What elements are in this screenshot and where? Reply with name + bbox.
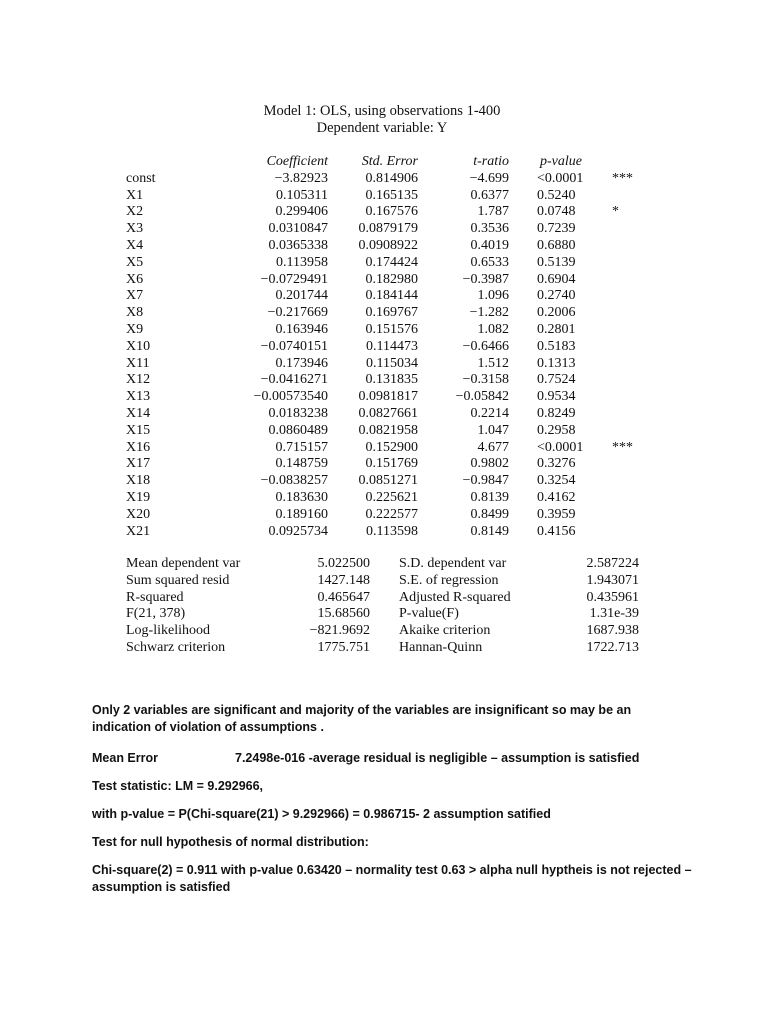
t-ratio-value: −1.282 bbox=[469, 305, 509, 321]
summary-value: 1.31e-39 bbox=[589, 606, 639, 622]
summary-label: S.D. dependent var bbox=[399, 556, 507, 571]
coefficient-value: −0.0416271 bbox=[260, 372, 328, 388]
p-value-value: 0.5240 bbox=[537, 187, 576, 203]
coefficient-value: 0.715157 bbox=[275, 439, 328, 455]
summary-label: Hannan-Quinn bbox=[399, 639, 483, 655]
p-value-value: 0.6880 bbox=[537, 237, 576, 253]
model-header bbox=[0, 103, 768, 137]
coefficient-value: 0.163946 bbox=[275, 321, 328, 337]
std-error-value: 0.814906 bbox=[365, 170, 418, 186]
t-ratio-value: −0.3987 bbox=[462, 271, 509, 287]
t-ratio-value: 1.096 bbox=[477, 288, 509, 304]
p-value-value: 0.4162 bbox=[537, 489, 576, 505]
variable-name: X1 bbox=[126, 187, 144, 203]
p-value-value: 0.3959 bbox=[537, 506, 576, 522]
normality-test-result: Chi-square(2) = 0.911 with p-value 0.63420 – normality test 0.63 > alpha null hyptheis is not rejected – assumption is satisfied bbox=[92, 863, 692, 894]
summary-value: 1722.713 bbox=[586, 639, 639, 655]
std-error-value: 0.0851271 bbox=[358, 473, 418, 489]
variable-name: X5 bbox=[126, 254, 144, 270]
analysis-notes bbox=[92, 702, 692, 896]
p-value-value: 0.4156 bbox=[537, 523, 576, 539]
std-error-value: 0.167576 bbox=[365, 204, 418, 220]
std-error-value: 0.0827661 bbox=[358, 405, 418, 421]
normality-test-title: Test for null hypothesis of normal distribution: bbox=[92, 835, 369, 849]
test-statistic-line: Test statistic: LM = 9.292966, bbox=[92, 779, 264, 793]
summary-value: 0.435961 bbox=[586, 589, 639, 605]
summary-label: Adjusted R-squared bbox=[399, 589, 511, 605]
significance-note: Only 2 variables are significant and majority of the variables are insignificant so may be an indication of violation of assumptions . bbox=[92, 703, 632, 734]
p-value-value: 0.5139 bbox=[537, 254, 576, 270]
std-error-value: 0.115034 bbox=[366, 355, 418, 371]
coefficient-value: 0.148759 bbox=[275, 456, 328, 472]
variable-name: X13 bbox=[126, 389, 151, 405]
t-ratio-value: 0.8149 bbox=[470, 523, 509, 539]
coefficient-value: −0.0838257 bbox=[260, 473, 328, 489]
coefficient-value: 0.0860489 bbox=[268, 422, 328, 438]
summary-value: 1.943071 bbox=[586, 572, 639, 588]
variable-name: const bbox=[126, 170, 156, 186]
std-error-value: 0.113598 bbox=[366, 523, 418, 539]
variable-name: X14 bbox=[126, 405, 151, 421]
t-ratio-value: 0.8499 bbox=[470, 506, 509, 522]
summary-label: S.E. of regression bbox=[399, 572, 499, 588]
t-ratio-value: 0.6377 bbox=[470, 187, 509, 203]
p-value-value: 0.3254 bbox=[537, 473, 576, 489]
std-error-value: 0.0981817 bbox=[358, 389, 418, 405]
summary-label: P-value(F) bbox=[399, 606, 459, 622]
t-ratio-value: −0.3158 bbox=[462, 372, 509, 388]
std-error-value: 0.182980 bbox=[365, 271, 418, 287]
p-value-line: with p-value = P(Chi-square(21) > 9.292966) = 0.986715- 2 assumption satified bbox=[92, 807, 551, 821]
summary-label: Mean dependent var bbox=[126, 556, 241, 571]
variable-name: X19 bbox=[126, 489, 151, 505]
variable-name: X2 bbox=[126, 204, 144, 220]
summary-label: Sum squared resid bbox=[126, 572, 230, 588]
t-ratio-value: 0.4019 bbox=[470, 237, 509, 253]
summary-label: Log-likelihood bbox=[126, 623, 210, 639]
model-title: Model 1: OLS, using observations 1-400 bbox=[263, 103, 501, 119]
t-ratio-value: 4.677 bbox=[477, 439, 509, 455]
p-value-value: 0.2801 bbox=[537, 321, 576, 337]
coefficient-value: 0.183630 bbox=[275, 489, 328, 505]
t-ratio-value: −0.9847 bbox=[462, 473, 509, 489]
variable-name: X3 bbox=[126, 221, 144, 237]
summary-label: R-squared bbox=[126, 589, 184, 605]
t-ratio-value: 0.3536 bbox=[470, 221, 509, 237]
coefficient-value: −0.00573540 bbox=[253, 389, 328, 405]
std-error-value: 0.0908922 bbox=[358, 237, 418, 253]
variable-name: X9 bbox=[126, 321, 144, 337]
p-value-value: <0.0001 bbox=[537, 439, 584, 455]
coefficient-value: −3.82923 bbox=[274, 170, 328, 186]
t-ratio-value: 1.047 bbox=[477, 422, 509, 438]
mean-error-label: Mean Error bbox=[92, 751, 158, 765]
summary-label: F(21, 378) bbox=[126, 606, 186, 622]
summary-value: 1775.751 bbox=[317, 639, 370, 655]
variable-name: X7 bbox=[126, 288, 144, 304]
t-ratio-value: 0.2214 bbox=[470, 405, 509, 421]
p-value-value: 0.6904 bbox=[537, 271, 576, 287]
summary-label: Schwarz criterion bbox=[126, 639, 226, 655]
variable-name: X12 bbox=[126, 372, 151, 388]
coefficient-value: 0.0925734 bbox=[268, 523, 328, 539]
p-value-value: 0.2006 bbox=[537, 305, 576, 321]
variable-name: X20 bbox=[126, 506, 151, 522]
dependent-variable: Dependent variable: Y bbox=[316, 120, 448, 136]
summary-value: 1687.938 bbox=[586, 623, 639, 639]
p-value-value: 0.3276 bbox=[537, 456, 576, 472]
p-value-value: 0.8249 bbox=[537, 405, 576, 421]
column-header-p-value: p-value bbox=[540, 154, 582, 169]
std-error-value: 0.222577 bbox=[365, 506, 418, 522]
p-value-value: 0.1313 bbox=[537, 355, 576, 371]
mean-error-line bbox=[92, 750, 692, 767]
t-ratio-value: −4.699 bbox=[469, 170, 509, 186]
std-error-value: 0.131835 bbox=[365, 372, 418, 388]
std-error-value: 0.174424 bbox=[365, 254, 418, 270]
coefficient-value: 0.0310847 bbox=[268, 221, 328, 237]
significance-stars: *** bbox=[612, 170, 633, 186]
summary-label: Akaike criterion bbox=[399, 623, 491, 639]
variable-name: X16 bbox=[126, 439, 151, 455]
p-value-value: 0.2958 bbox=[537, 422, 576, 438]
p-value-value: 0.9534 bbox=[537, 389, 576, 405]
std-error-value: 0.225621 bbox=[365, 489, 418, 505]
std-error-value: 0.151769 bbox=[365, 456, 418, 472]
t-ratio-value: 0.6533 bbox=[470, 254, 509, 270]
variable-name: X8 bbox=[126, 305, 144, 321]
t-ratio-value: 1.082 bbox=[477, 321, 509, 337]
coefficient-value: 0.0183238 bbox=[268, 405, 328, 421]
coefficient-value: 0.173946 bbox=[275, 355, 328, 371]
column-header-t-ratio: t-ratio bbox=[473, 154, 509, 169]
column-header-std-error: Std. Error bbox=[361, 154, 418, 169]
coefficient-value: −0.0740151 bbox=[260, 338, 328, 354]
summary-value: 5.022500 bbox=[317, 556, 370, 571]
summary-value: −821.9692 bbox=[309, 623, 370, 639]
p-value-value: 0.7524 bbox=[537, 372, 576, 388]
t-ratio-value: 1.512 bbox=[477, 355, 509, 371]
variable-name: X17 bbox=[126, 456, 151, 472]
coefficient-value: 0.105311 bbox=[276, 187, 328, 203]
variable-name: X6 bbox=[126, 271, 144, 287]
p-value-value: 0.7239 bbox=[537, 221, 576, 237]
significance-stars: *** bbox=[612, 439, 633, 455]
variable-name: X4 bbox=[126, 237, 144, 253]
t-ratio-value: 0.9802 bbox=[470, 456, 509, 472]
std-error-value: 0.152900 bbox=[365, 439, 418, 455]
std-error-value: 0.151576 bbox=[365, 321, 418, 337]
coefficient-value: 0.201744 bbox=[275, 288, 328, 304]
coefficient-value: −0.0729491 bbox=[260, 271, 328, 287]
std-error-value: 0.114473 bbox=[366, 338, 418, 354]
mean-error-text: 7.2498e-016 -average residual is negligible – assumption is satisfied bbox=[235, 751, 640, 765]
coefficient-value: −0.217669 bbox=[267, 305, 328, 321]
std-error-value: 0.165135 bbox=[365, 187, 418, 203]
std-error-value: 0.184144 bbox=[365, 288, 418, 304]
p-value-value: 0.5183 bbox=[537, 338, 576, 354]
std-error-value: 0.0879179 bbox=[358, 221, 418, 237]
std-error-value: 0.169767 bbox=[365, 305, 418, 321]
variable-name: X18 bbox=[126, 473, 151, 489]
coefficient-value: 0.0365338 bbox=[268, 237, 328, 253]
p-value-value: 0.2740 bbox=[537, 288, 576, 304]
variable-name: X15 bbox=[126, 422, 151, 438]
t-ratio-value: 0.8139 bbox=[470, 489, 509, 505]
t-ratio-value: −0.05842 bbox=[455, 389, 509, 405]
variable-name: X10 bbox=[126, 338, 151, 354]
significance-stars: * bbox=[612, 204, 619, 220]
coefficient-value: 0.189160 bbox=[275, 506, 328, 522]
summary-value: 15.68560 bbox=[317, 606, 370, 622]
t-ratio-value: −0.6466 bbox=[462, 338, 509, 354]
variable-name: X21 bbox=[126, 523, 151, 539]
coefficient-value: 0.299406 bbox=[275, 204, 328, 220]
std-error-value: 0.0821958 bbox=[358, 422, 418, 438]
summary-value: 1427.148 bbox=[317, 572, 370, 588]
p-value-value: <0.0001 bbox=[537, 170, 584, 186]
summary-value: 2.587224 bbox=[586, 556, 639, 571]
coefficient-value: 0.113958 bbox=[276, 254, 328, 270]
column-header-coefficient: Coefficient bbox=[266, 154, 328, 169]
p-value-value: 0.0748 bbox=[537, 204, 576, 220]
t-ratio-value: 1.787 bbox=[477, 204, 509, 220]
variable-name: X11 bbox=[126, 355, 150, 371]
summary-value: 0.465647 bbox=[317, 589, 370, 605]
